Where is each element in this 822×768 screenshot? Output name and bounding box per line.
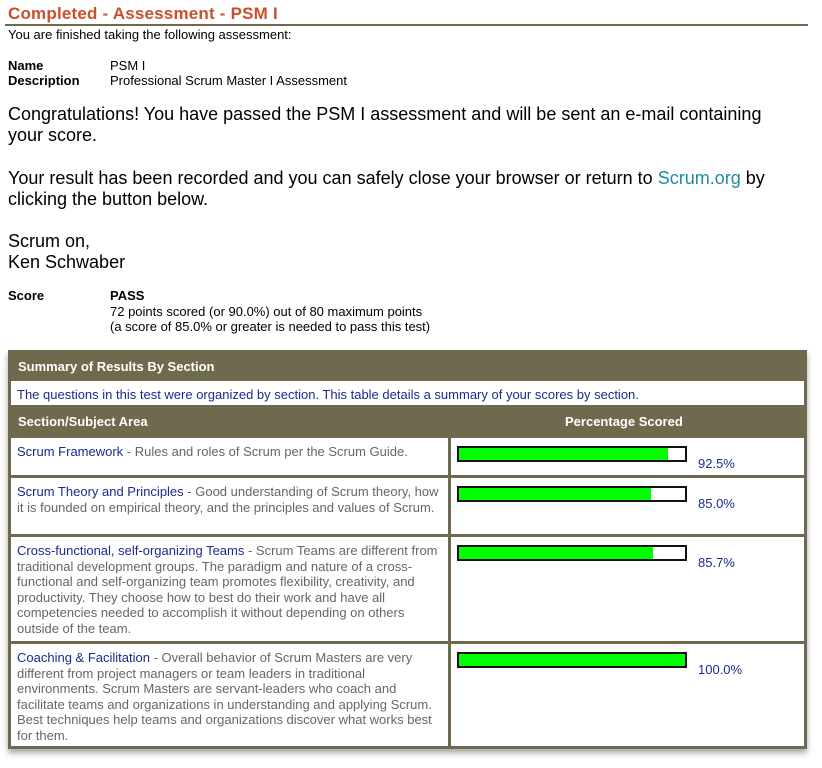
section-link-scrum-framework[interactable]: Scrum Framework <box>17 444 124 459</box>
intro-text: You are finished taking the following assessment: <box>8 27 292 42</box>
section-description: - Scrum Teams are different from traditional development groups. The paradigm and nature of a cross-functional and self-organizing team promotes flexibility, creativity, and productivity. They choose how to best do their work and have all competencies needed to accomplish it without depending on others outside of the team. <box>17 543 438 636</box>
name-value: PSM I <box>110 58 146 73</box>
percentage-cell <box>451 478 804 534</box>
section-text <box>17 543 445 636</box>
section-link-cross-functional-teams[interactable]: Cross-functional, self-organizing Teams <box>17 543 245 558</box>
score-points: 72 points scored (or 90.0%) out of 80 maximum points <box>110 304 423 319</box>
progress-bar <box>457 545 687 561</box>
page-title: Completed - Assessment - PSM I <box>8 4 278 23</box>
section-description: - Rules and roles of Scrum per the Scrum Guide. <box>123 444 408 459</box>
recorded-text-after: by clicking the button below. <box>8 168 765 209</box>
column-header-percentage: Percentage Scored <box>565 414 683 429</box>
progress-bar-fill <box>459 488 651 500</box>
section-description: - Overall behavior of Scrum Masters are very different from project managers or team leaders in traditional environments. Scrum Masters are servant-leaders who coach and facilitate teams and organizations in understanding and applying Scrum. Best techniques help teams and organizations discover what works best for them. <box>17 650 432 743</box>
column-header-section: Section/Subject Area <box>18 414 148 429</box>
percentage-cell <box>451 537 804 641</box>
signoff-line-2: Ken Schwaber <box>8 252 126 272</box>
signoff-line-1: Scrum on, <box>8 231 91 251</box>
summary-header <box>8 350 807 381</box>
summary-note-text: The questions in this test were organized by section. This table details a summary of your scores by section. <box>17 387 639 402</box>
congratulations-message: Congratulations! You have passed the PSM I assessment and will be sent an e-mail containing your score. <box>8 104 762 145</box>
section-cell <box>11 537 448 641</box>
score-threshold: (a score of 85.0% or greater is needed to pass this test) <box>110 319 431 334</box>
section-cell <box>11 644 448 746</box>
progress-bar-fill <box>459 654 685 666</box>
section-text <box>17 650 445 743</box>
recorded-message <box>8 168 798 210</box>
percentage-cell <box>451 644 804 746</box>
section-link-coaching-facilitation[interactable]: Coaching & Facilitation <box>17 650 150 665</box>
section-cell <box>11 478 448 534</box>
progress-bar-fill <box>459 547 653 559</box>
description-label: Description <box>8 73 80 88</box>
summary-note <box>11 381 804 405</box>
percentage-cell <box>451 438 804 475</box>
summary-header-text: Summary of Results By Section <box>18 359 215 374</box>
percentage-value: 85.0% <box>698 496 735 511</box>
score-label: Score <box>8 288 45 303</box>
percentage-value: 100.0% <box>698 662 743 677</box>
description-value: Professional Scrum Master I Assessment <box>110 73 347 88</box>
section-text <box>17 484 445 515</box>
score-result: PASS <box>110 288 145 303</box>
summary-table <box>8 350 807 749</box>
recorded-text-before: Your result has been recorded and you can safely close your browser or return to <box>8 168 658 188</box>
section-description: - Good understanding of Scrum theory, how it is founded on empirical theory, and the principles and values of Scrum. <box>17 484 439 515</box>
scrum-org-link[interactable]: Scrum.org <box>657 168 741 188</box>
progress-bar-fill <box>459 448 668 460</box>
progress-bar <box>457 446 687 462</box>
section-cell <box>11 438 448 475</box>
section-text <box>17 444 445 460</box>
percentage-value: 85.7% <box>698 555 735 570</box>
title-divider <box>5 24 808 26</box>
name-label: Name <box>8 58 44 73</box>
percentage-value: 92.5% <box>698 456 735 471</box>
progress-bar <box>457 652 687 668</box>
progress-bar <box>457 486 687 502</box>
section-link-scrum-theory[interactable]: Scrum Theory and Principles <box>17 484 184 499</box>
